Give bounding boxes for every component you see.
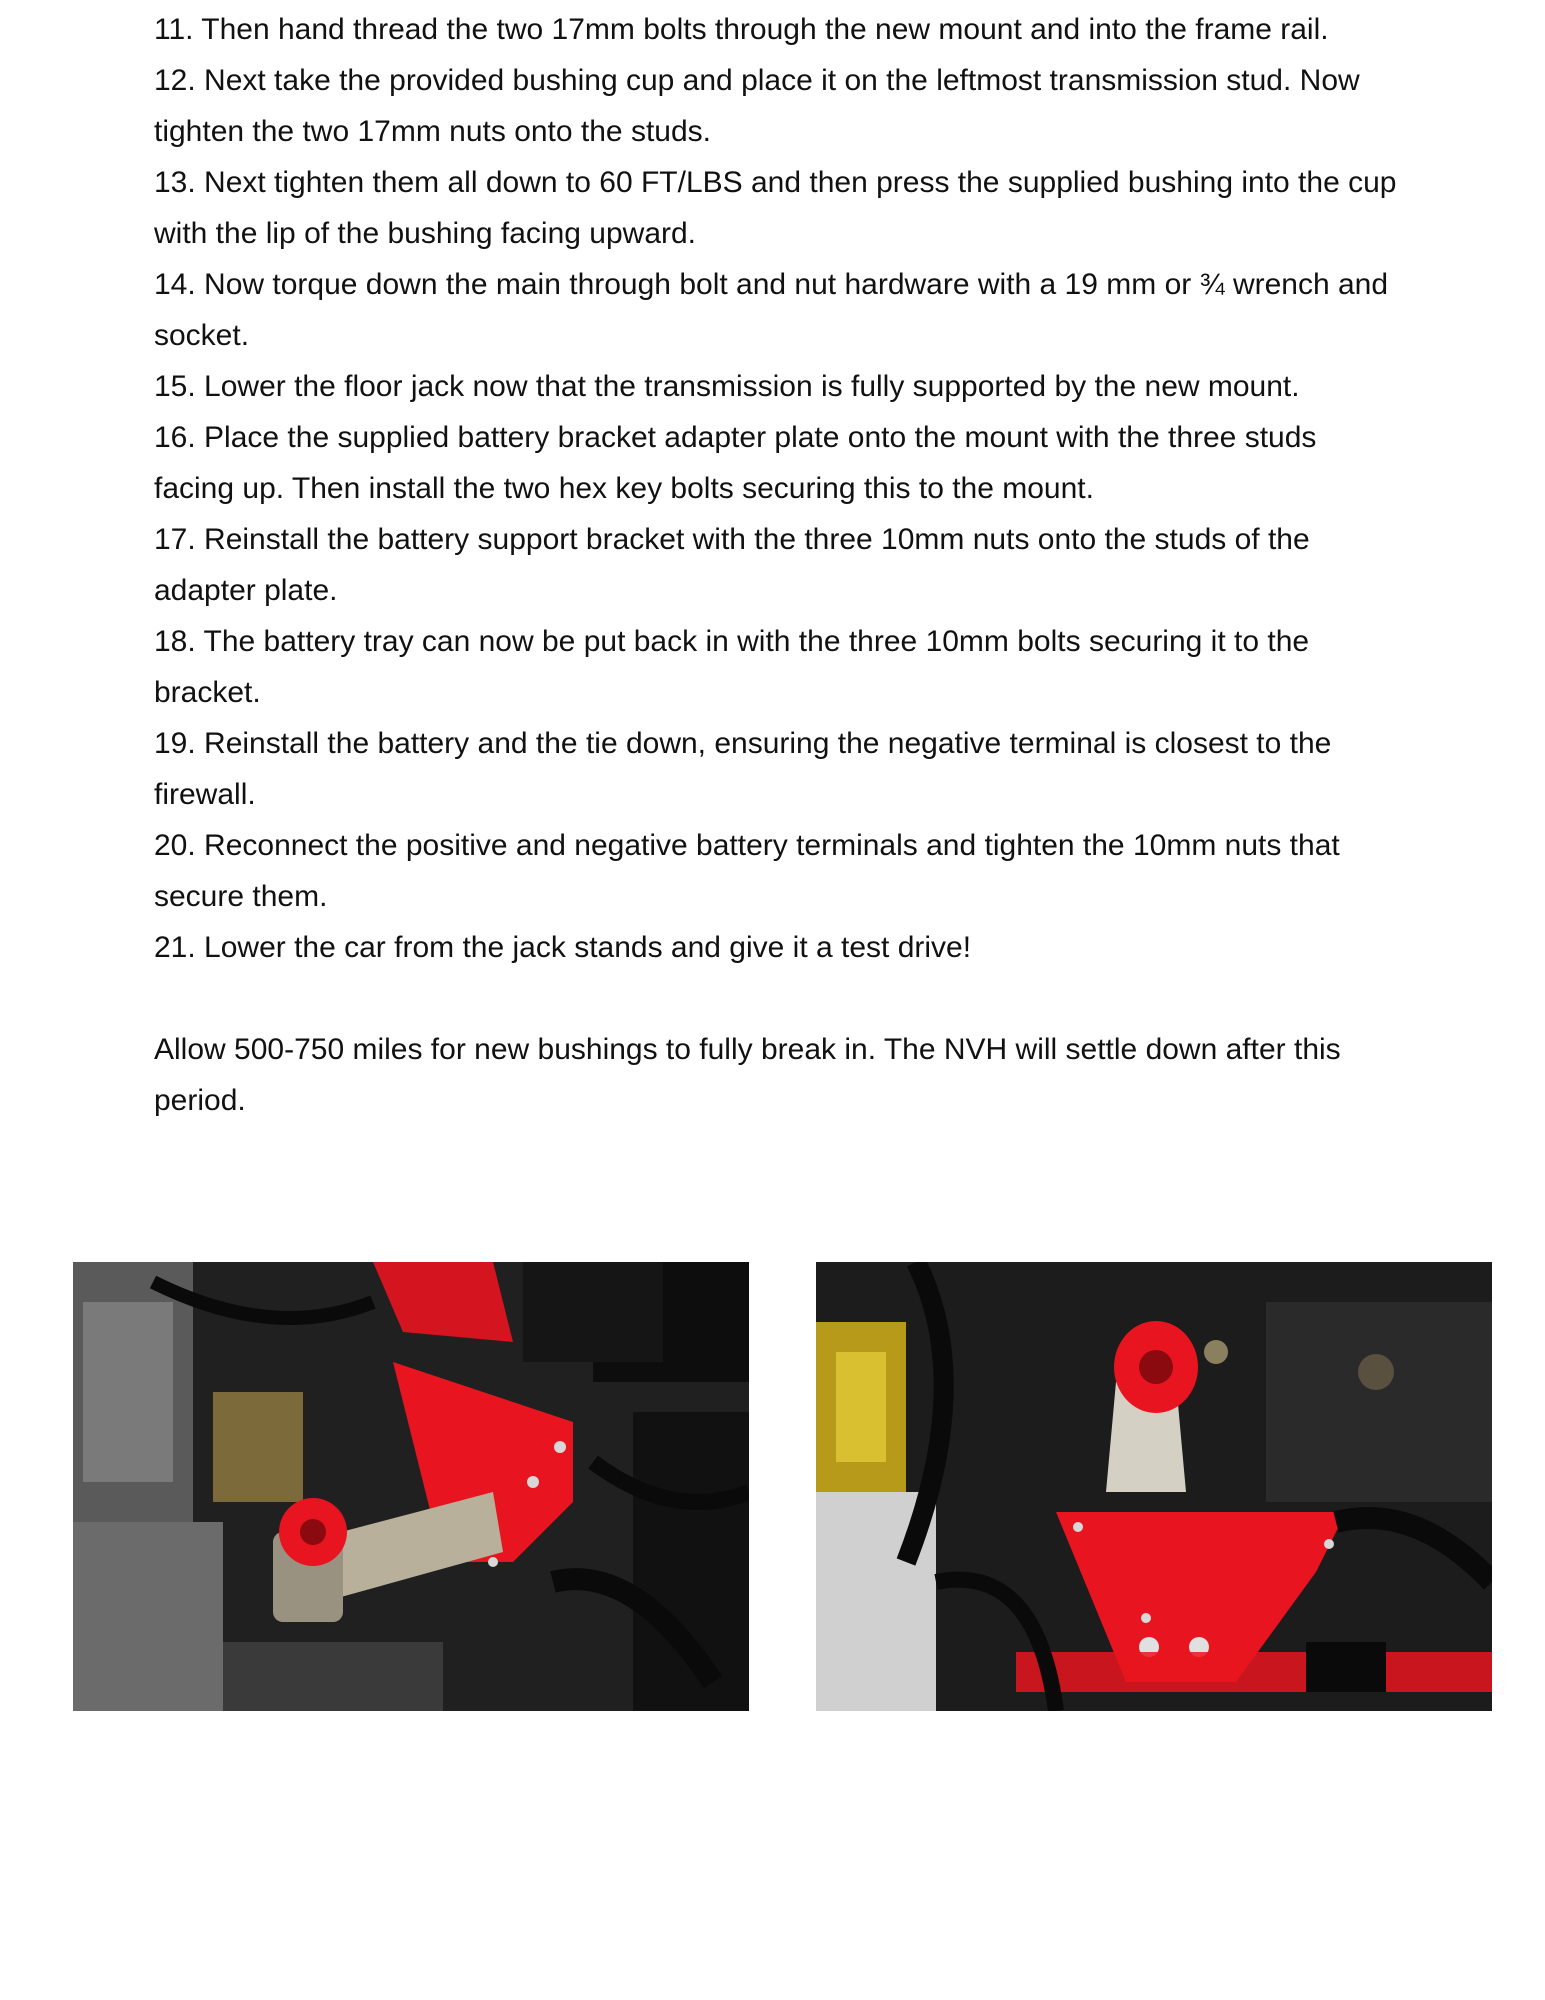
step-17: 17. Reinstall the battery support bracket with the three 10mm nuts onto the studs of the adapter plate.: [154, 523, 1310, 607]
photo-mount-installed-right: [816, 1262, 1492, 1711]
step-11: 11. Then hand thread the two 17mm bolts through the new mount and into the frame rail.: [154, 13, 1329, 46]
step-13: 13. Next tighten them all down to 60 FT/LBS and then press the supplied bushing into the cup with the lip of the bushing facing upward.: [154, 166, 1397, 250]
step-14: 14. Now torque down the main through bolt and nut hardware with a 19 mm or ¾ wrench and socket.: [154, 268, 1389, 352]
engine-bay-photo-right: [816, 1262, 1492, 1711]
step-15: 15. Lower the floor jack now that the transmission is fully supported by the new mount.: [154, 370, 1300, 403]
step-18: 18. The battery tray can now be put back in with the three 10mm bolts securing it to the bracket.: [154, 625, 1310, 709]
instructions-text: [154, 4, 1399, 1126]
engine-bay-photo-left: [73, 1262, 749, 1711]
photo-mount-installed-left: [73, 1262, 749, 1711]
step-20: 20. Reconnect the positive and negative battery terminals and tighten the 10mm nuts that secure them.: [154, 829, 1340, 913]
step-16: 16. Place the supplied battery bracket adapter plate onto the mount with the three studs facing up. Then install the two hex key bolts securing this to the mount.: [154, 421, 1317, 505]
step-12: 12. Next take the provided bushing cup and place it on the leftmost transmission stud. Now tighten the two 17mm nuts onto the studs.: [154, 64, 1360, 148]
step-19: 19. Reinstall the battery and the tie down, ensuring the negative terminal is closest to the firewall.: [154, 727, 1332, 811]
step-21: 21. Lower the car from the jack stands and give it a test drive!: [154, 931, 972, 964]
break-in-note: Allow 500-750 miles for new bushings to fully break in. The NVH will settle down after this period.: [154, 1033, 1341, 1117]
